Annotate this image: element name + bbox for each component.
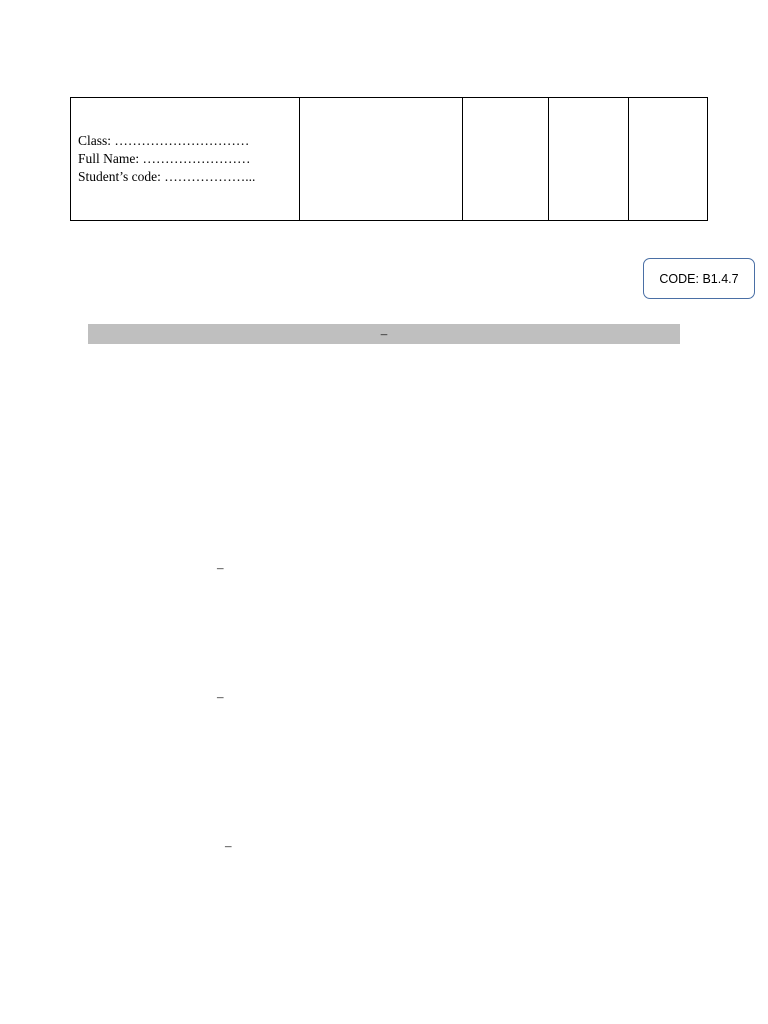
header-cell-5	[629, 98, 708, 221]
dash-mark-2: –	[217, 689, 224, 704]
section-header-bar	[88, 324, 680, 344]
full-name-field[interactable]: Full Name: ……………………	[78, 151, 251, 166]
header-cell-3	[463, 98, 549, 221]
student-header-table	[70, 97, 708, 221]
exam-code-label: CODE: B1.4.7	[659, 271, 739, 286]
header-cell-4	[549, 98, 629, 221]
header-table-row	[71, 98, 708, 221]
dash-mark-3: –	[225, 838, 232, 853]
dash-mark-1: –	[217, 560, 224, 575]
exam-code-box	[643, 258, 755, 299]
section-header-text: –	[380, 326, 388, 341]
student-code-field[interactable]: Student’s code: ………………...	[78, 169, 256, 184]
student-info-cell	[71, 98, 300, 221]
header-cell-2	[300, 98, 463, 221]
class-field[interactable]: Class: …………………………	[78, 133, 250, 148]
